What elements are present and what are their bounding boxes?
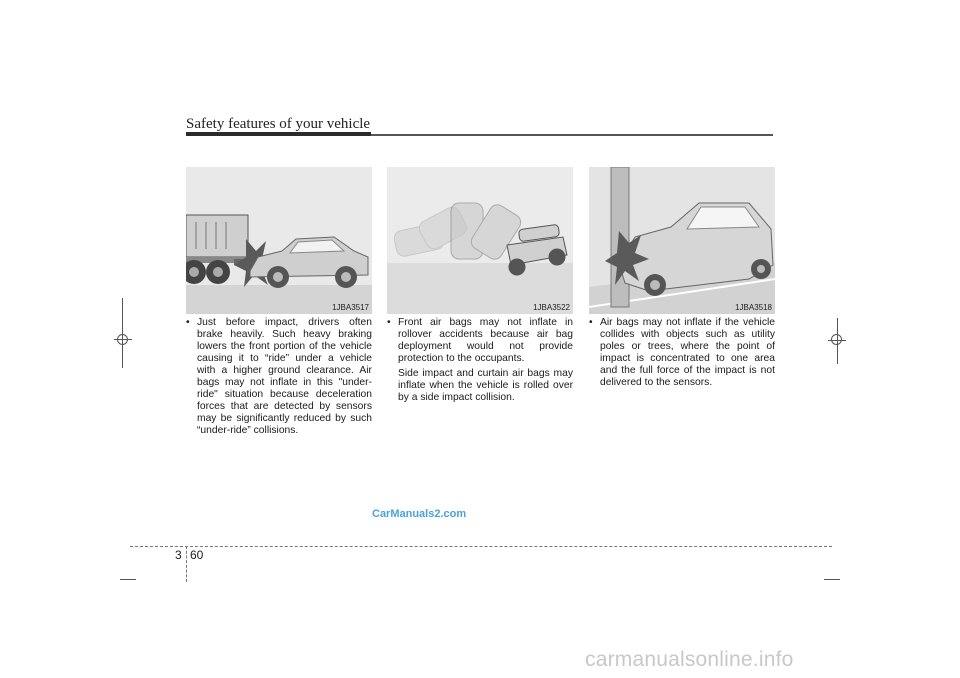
crop-mark-left-circle [117, 334, 128, 345]
text-column-3 [589, 317, 775, 389]
rollover-illustration [387, 167, 573, 314]
under-ride-illustration [186, 167, 372, 314]
pole-collision-illustration [589, 167, 775, 314]
figure-under-ride-collision [186, 167, 372, 314]
header-rule-thick [186, 132, 371, 136]
crop-mark-left-vertical [122, 298, 123, 368]
section-number: 3 [175, 548, 182, 562]
figure-pole-collision [589, 167, 775, 314]
paragraph-side-impact: Side impact and curtain air bags may inflate when the vehicle is rolled over by a side impact collision. [398, 368, 573, 403]
bullet-pole-collision: • Air bags may not inflate if the vehicle collides with objects such as utility poles or trees, where the point of impact is concentrated to one area and the full force of the impact is not delivered to the sensors. [589, 317, 775, 389]
crop-mark-bottom-left [120, 579, 136, 580]
watermark-bottom: carmanualsonline.info [585, 648, 794, 671]
crop-mark-right-circle [831, 334, 842, 345]
page-header-title: Safety features of your vehicle [186, 116, 371, 132]
crop-mark-bottom-right [824, 579, 840, 580]
page-number: 60 [190, 548, 204, 562]
bullet-under-ride: • Just before impact, drivers often brake heavily. Such heavy braking lowers the front portion of the vehicle causing it to “ride” under a vehicle with a higher ground clearance. Air bags may not inflate in this "under-ride" situation because deceleration forces that are detected by sensors may be significantly reduced by such “under-ride” collisions. [186, 317, 372, 437]
figure-code: 1JBA3518 [735, 303, 772, 312]
footer-divider [186, 546, 187, 582]
footer-dashed-rule [130, 546, 832, 547]
header-rule-thin [371, 134, 773, 136]
figure-code: 1JBA3522 [533, 303, 570, 312]
figure-rollover-accident [387, 167, 573, 314]
figure-code: 1JBA3517 [332, 303, 369, 312]
text-column-1 [186, 317, 372, 437]
bullet-rollover: • Front air bags may not inflate in rollover accidents because air bag deployment would not provide protection to the occupants. [387, 317, 573, 365]
text-column-2 [387, 317, 573, 404]
watermark-link[interactable]: CarManuals2.com [372, 508, 467, 520]
